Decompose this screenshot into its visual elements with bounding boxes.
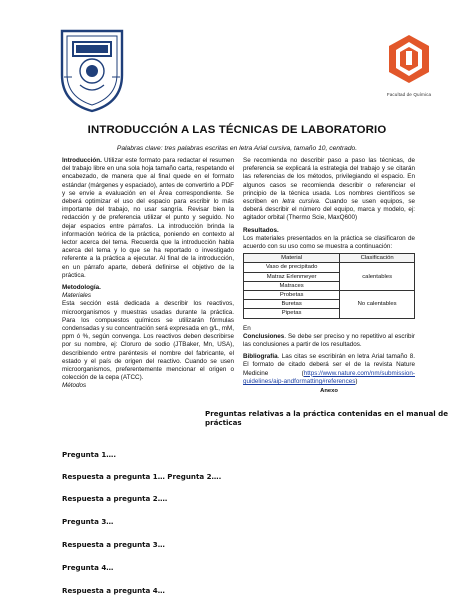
document-title: INTRODUCCIÓN A LAS TÉCNICAS DE LABORATORIO [87, 124, 387, 136]
answer-3: Respuesta a pregunta 3… [62, 540, 165, 549]
classification-cell: calentables [340, 263, 415, 291]
table-header-row [244, 254, 415, 263]
methods-subheading: Métodos [62, 382, 87, 390]
table-cell: Buretas [244, 300, 340, 309]
bibliography-paragraph: Bibliografía. Las citas se escribirán en letra Arial tamaño 8. El formato de citado deberá ser el de la revista Nature Medicine (https://www.nature.com/nm/submission-guidelines/aip-andformatting#references) [243, 353, 415, 385]
question-1: Pregunta 1…. [62, 450, 117, 459]
conclusions-paragraph: Conclusiones. Se debe ser preciso y no repetitivo al escribir las conclusiones a partir de los resultados. [243, 332, 415, 349]
results-paragraph: Los materiales presentados en la práctica se clasificaron de acuerdo con su uso como se muestra a continuación: [243, 234, 415, 251]
table-row [244, 291, 415, 300]
annex-label: Anexo [320, 388, 338, 395]
answer-2: Respuesta a pregunta 2…. [62, 494, 168, 503]
introduction-text: Utilizar este formato para redactar el resumen del trabajo libre en una sola hoja tamaño carta, respetando el encabezado, de manera que al final quede en el formato estándar (márgenes y espaciado), antes de convertirlo a PDF y se envíe a evaluación en el Área correspondiente. Se deberá optimizar el uso del espacio para escribir lo más importante del trabajo, no usar sangría. Revisar bien la redacción y de preferencia utilizar el punto y seguido. No dejar espacios entre párrafos. La introducción brinda la información teórica de la práctica, poniendo en contexto al lector acerca del tema. Recuerda que la introducción habla acerca del tema y lo que se ha reportado o investigado referente a la práctica a ejecutar. Al final de la introducción, en un párrafo aparte, deberá definirse el objetivo de la práctica. [62, 157, 234, 279]
introduction-paragraph [62, 157, 234, 280]
hexagon-flask-icon [387, 33, 431, 85]
table-header: Material [244, 254, 340, 263]
introduction-label: Introducción. [62, 157, 102, 164]
methodology-heading: Metodología. [62, 284, 101, 292]
answer-1: Respuesta a pregunta 1… Pregunta 2…. [62, 472, 222, 481]
right-column [243, 157, 415, 395]
questions-heading: Preguntas relativas a la práctica contenidas en el manual de prácticas [205, 409, 449, 427]
table-row [244, 263, 415, 272]
methods-paragraph: Se recomienda no describir paso a paso las técnicas, de preferencia se explicará la estrategia del trabajo y se citarán las referencias de los métodos, privilegiando el espacio. En algunos casos se recomienda describir o referenciar el principio de la técnica usada. Los nombres científicos se escriben en letra cursiva. Cuando se usen equipos, se deberá describir el número del equipo, marca y modelo, ej: agitador orbital (Thermo Scie, MaxQ600) [243, 157, 415, 222]
table-cell: Pipetas [244, 309, 340, 318]
question-4: Pregunta 4… [62, 563, 114, 572]
materials-paragraph: Esta sección está dedicada a describir los reactivos, microorganismos y muestras usadas durante la práctica. Para los compuestos químicos se utilizarán fórmulas condensadas y su concentración será expresada en g/L, mM, ppm ó %, según convenga. Los reactivos deben describirse por su nombre, ej: Cloruro de sodio (JTBaker, Mn, USA), describiendo entre paréntesis el nombre del fabricante, el estado y el país de origen del reactivo. Cuando se usen microorganismos, preferentemente mencionar el origen o colección de la cepa (ATCC). [62, 300, 234, 382]
materials-subheading: Materiales [62, 292, 92, 300]
materials-table [243, 253, 415, 318]
table-header: Clasificación [340, 254, 415, 263]
classification-cell: No calentables [340, 291, 415, 319]
bibliography-link[interactable]: https://www.nature.com/nm/submission-guidelines/aip-andformatting#references [243, 369, 415, 385]
faculty-logo [381, 33, 437, 113]
table-cell: Matraz Erlenmeyer [244, 272, 340, 281]
keywords-subtitle: Palabras clave: tres palabras escritas en letra Arial cursiva, tamaño 10, centrado. [116, 145, 358, 152]
table-cell: Probetas [244, 291, 340, 300]
faculty-caption: Facultad de Química [386, 92, 432, 97]
table-cell: Matraces [244, 281, 340, 290]
question-3: Pregunta 3… [62, 517, 114, 526]
results-heading: Resultados. [243, 226, 279, 234]
university-seal-logo [58, 27, 126, 113]
table-cell: Vaso de precipitado [244, 263, 340, 272]
answer-4: Respuesta a pregunta 4… [62, 586, 165, 595]
left-column [62, 157, 234, 395]
en-label: En [243, 324, 251, 332]
